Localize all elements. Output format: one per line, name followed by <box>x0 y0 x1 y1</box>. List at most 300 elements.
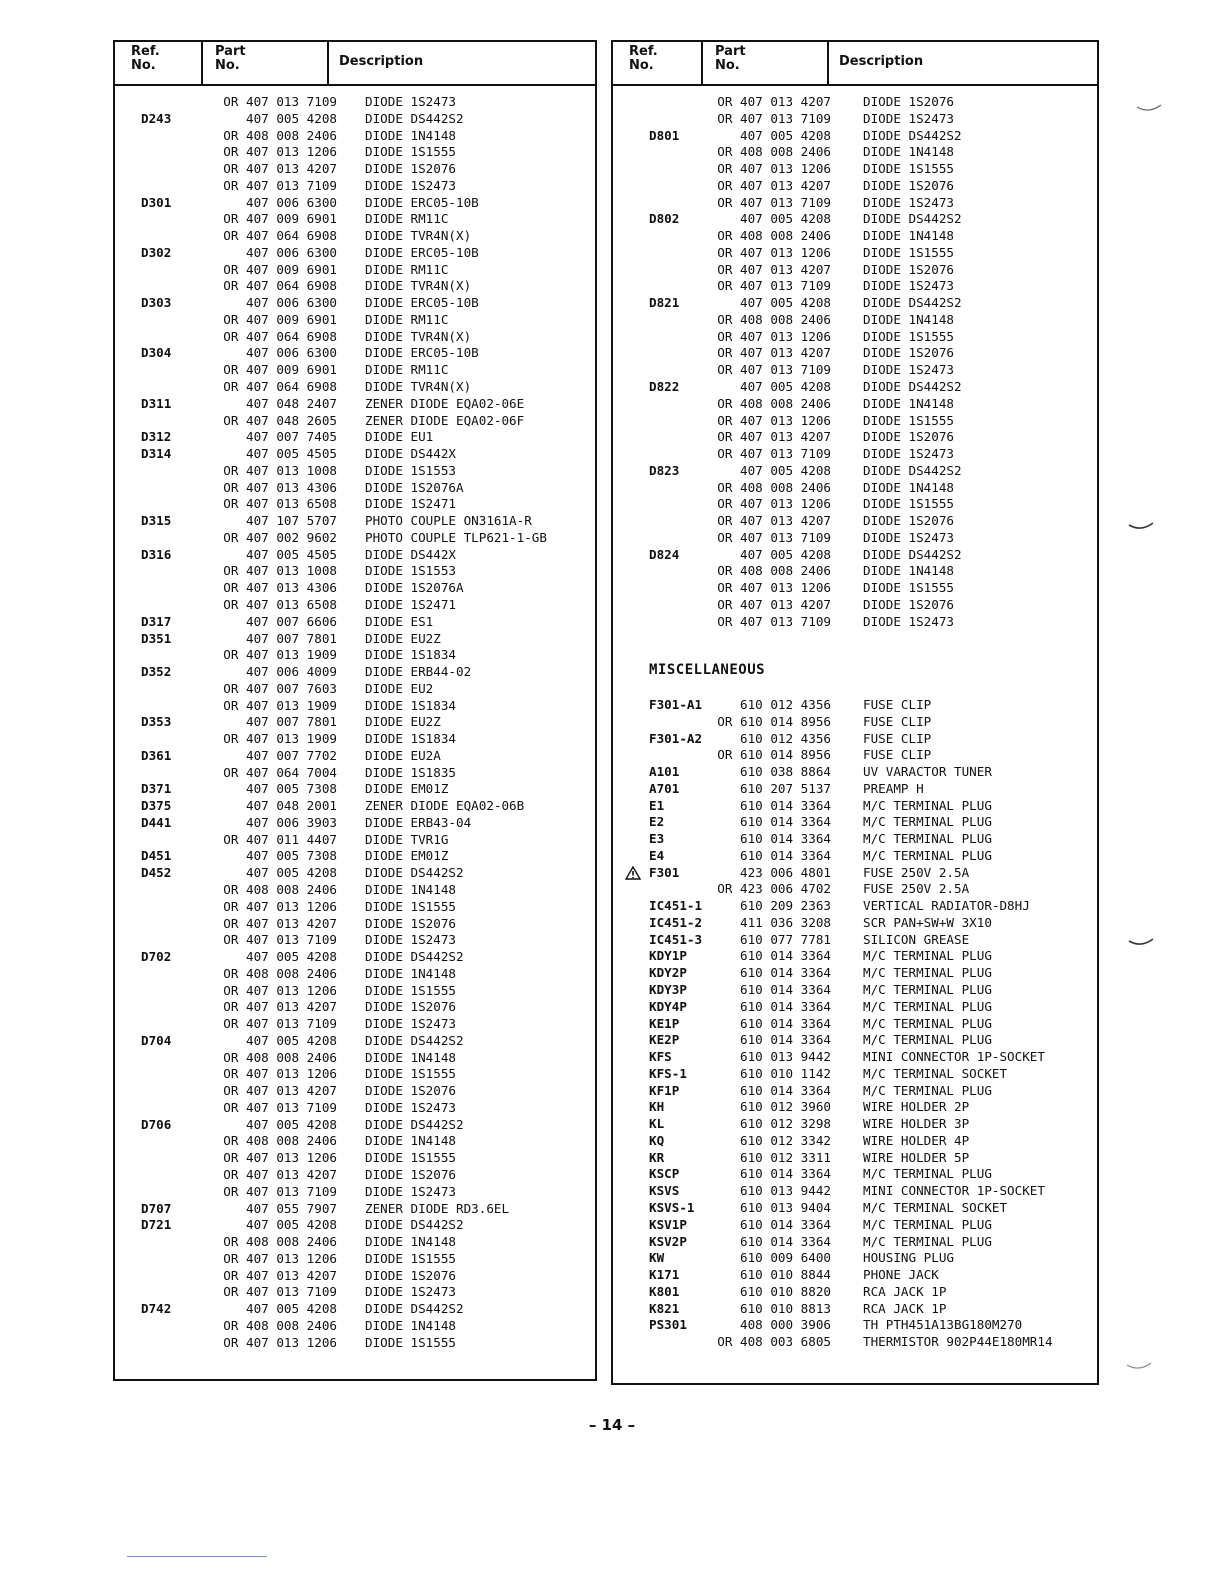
table-row <box>115 1167 595 1184</box>
description-cell: MINI CONNECTOR 1P-SOCKET <box>863 1049 1045 1065</box>
table-row <box>613 814 1097 831</box>
part-no-cell: OR 407 013 7109 <box>717 446 831 462</box>
table-row <box>115 1083 595 1100</box>
table-row <box>613 1066 1097 1083</box>
table-row <box>115 111 595 128</box>
ref-no-cell: KW <box>649 1250 665 1266</box>
description-cell: M/C TERMINAL PLUG <box>863 965 992 981</box>
ref-no-cell: KDY2P <box>649 965 687 981</box>
ref-no-cell: KSCP <box>649 1166 680 1182</box>
ref-no-cell: D742 <box>141 1301 172 1317</box>
description-cell: DIODE 1S1834 <box>365 647 456 663</box>
description-cell: DIODE DS442S2 <box>365 1217 464 1233</box>
description-cell: DIODE TVR1G <box>365 831 449 847</box>
part-no-cell: 610 014 3364 <box>740 1015 831 1031</box>
description-cell: DIODE 1N4148 <box>365 127 456 143</box>
table-row <box>115 396 595 413</box>
table-row <box>115 1217 595 1234</box>
description-cell: DIODE 1S1834 <box>365 697 456 713</box>
part-no-cell: OR 408 008 2406 <box>717 395 831 411</box>
table-row <box>115 882 595 899</box>
part-no-cell: 610 012 3311 <box>740 1149 831 1165</box>
description-cell: PHONE JACK <box>863 1267 939 1283</box>
table-row <box>613 898 1097 915</box>
description-cell: DIODE 1N4148 <box>863 563 954 579</box>
table-header <box>115 42 595 86</box>
misc-table-body <box>613 697 1097 1351</box>
table-row <box>613 94 1097 111</box>
ref-no-cell: KH <box>649 1099 665 1115</box>
description-cell: DIODE DS442S2 <box>863 546 962 562</box>
part-no-cell: OR 407 064 6908 <box>223 278 337 294</box>
scan-margin-mark <box>1128 522 1154 532</box>
table-row <box>115 128 595 145</box>
part-no-cell: 407 007 7801 <box>246 630 337 646</box>
description-cell: DIODE 1S2076 <box>365 999 456 1015</box>
description-cell: DIODE 1S2471 <box>365 596 456 612</box>
part-no-cell: 610 014 3364 <box>740 948 831 964</box>
ref-no-cell: F301-A1 <box>649 697 703 712</box>
part-no-cell: OR 407 013 1206 <box>717 580 831 596</box>
description-cell: DIODE 1S1834 <box>365 731 456 747</box>
description-cell: DIODE 1S2076 <box>863 596 954 612</box>
table-row <box>115 429 595 446</box>
ref-no-cell: K801 <box>649 1283 680 1299</box>
description-cell: DIODE DS442S2 <box>863 295 962 311</box>
part-no-cell: 407 048 2407 <box>246 395 337 411</box>
table-row <box>613 563 1097 580</box>
description-cell: DIODE 1N4148 <box>365 1049 456 1065</box>
table-row <box>115 848 595 865</box>
table-row <box>613 1267 1097 1284</box>
part-no-cell: 610 207 5137 <box>740 780 831 796</box>
table-row <box>115 597 595 614</box>
part-no-cell: 407 005 4208 <box>246 1032 337 1048</box>
description-cell: M/C TERMINAL PLUG <box>863 1082 992 1098</box>
description-cell: TH PTH451A13BG180M270 <box>863 1317 1023 1333</box>
part-no-cell: 610 014 3364 <box>740 998 831 1014</box>
table-row <box>613 1250 1097 1267</box>
part-no-cell: OR 407 013 7109 <box>717 194 831 210</box>
ref-no-cell: KDY1P <box>649 948 687 964</box>
ref-no-cell: E3 <box>649 831 665 847</box>
part-no-cell: 610 010 8820 <box>740 1283 831 1299</box>
part-no-cell: 423 006 4801 <box>740 864 831 880</box>
table-row <box>613 345 1097 362</box>
description-cell: DIODE 1S2473 <box>365 94 456 109</box>
part-no-cell: OR 407 013 1206 <box>717 496 831 512</box>
description-cell: DIODE EU2 <box>365 680 434 696</box>
description-cell: DIODE DS442S2 <box>365 949 464 965</box>
part-no-cell: 407 007 7801 <box>246 714 337 730</box>
part-no-cell: 610 014 3364 <box>740 1233 831 1249</box>
part-no-cell: OR 407 013 7109 <box>223 177 337 193</box>
part-no-cell: 407 005 4208 <box>246 110 337 126</box>
part-no-cell: 610 010 8844 <box>740 1267 831 1283</box>
table-row <box>115 446 595 463</box>
part-no-cell: OR 407 002 9602 <box>223 529 337 545</box>
table-row <box>115 195 595 212</box>
table-row <box>613 413 1097 430</box>
table-row <box>115 278 595 295</box>
table-row <box>613 1150 1097 1167</box>
table-row <box>613 463 1097 480</box>
part-no-cell: 610 010 1142 <box>740 1065 831 1081</box>
table-row <box>613 1334 1097 1351</box>
description-cell: MINI CONNECTOR 1P-SOCKET <box>863 1183 1045 1199</box>
header-description: Description <box>839 54 924 69</box>
description-cell: M/C TERMINAL PLUG <box>863 1216 992 1232</box>
part-no-cell: OR 407 013 7109 <box>717 529 831 545</box>
description-cell: RCA JACK 1P <box>863 1300 947 1316</box>
ref-no-cell: KE1P <box>649 1015 680 1031</box>
ref-no-cell: D302 <box>141 244 172 260</box>
table-row <box>115 1117 595 1134</box>
description-cell: DIODE RM11C <box>365 362 449 378</box>
ref-no-cell: PS301 <box>649 1317 687 1333</box>
table-row <box>613 262 1097 279</box>
table-row <box>115 1301 595 1318</box>
table-row <box>613 1166 1097 1183</box>
table-row <box>613 1317 1097 1334</box>
table-row <box>613 1301 1097 1318</box>
description-cell: RCA JACK 1P <box>863 1283 947 1299</box>
part-no-cell: 407 005 7308 <box>246 848 337 864</box>
table-row <box>613 1099 1097 1116</box>
description-cell: M/C TERMINAL PLUG <box>863 948 992 964</box>
scan-margin-mark <box>1126 1362 1152 1372</box>
part-no-cell: 407 006 6300 <box>246 194 337 210</box>
description-cell: DIODE 1S1555 <box>365 1150 456 1166</box>
table-row <box>115 865 595 882</box>
table-row <box>115 547 595 564</box>
ref-no-cell: D351 <box>141 630 172 646</box>
part-no-cell: OR 407 009 6901 <box>223 311 337 327</box>
table-row <box>115 681 595 698</box>
part-no-cell: OR 407 013 4207 <box>717 261 831 277</box>
description-cell: DIODE 1S2076A <box>365 580 464 596</box>
part-no-cell: 610 014 3364 <box>740 1216 831 1232</box>
part-no-cell: OR 407 013 1206 <box>223 982 337 998</box>
part-no-cell: OR 407 013 1206 <box>717 244 831 260</box>
table-row <box>115 781 595 798</box>
description-cell: DIODE 1S2076 <box>863 177 954 193</box>
description-cell: DIODE 1S2076 <box>365 161 456 177</box>
part-no-cell: 407 006 6300 <box>246 345 337 361</box>
description-cell: DIODE 1S2076 <box>365 1083 456 1099</box>
table-row <box>115 262 595 279</box>
description-cell: DIODE ERC05-10B <box>365 295 479 311</box>
description-cell: M/C TERMINAL PLUG <box>863 831 992 847</box>
part-no-cell: OR 408 008 2406 <box>223 1317 337 1333</box>
description-cell: M/C TERMINAL PLUG <box>863 998 992 1014</box>
ref-no-cell: D304 <box>141 345 172 361</box>
part-no-cell: OR 407 013 1909 <box>223 731 337 747</box>
description-cell: WIRE HOLDER 5P <box>863 1149 970 1165</box>
table-row <box>613 312 1097 329</box>
part-no-cell: OR 407 013 1909 <box>223 697 337 713</box>
part-no-cell: OR 407 013 6508 <box>223 496 337 512</box>
table-row <box>115 647 595 664</box>
table-row <box>613 597 1097 614</box>
description-cell: DIODE 1S2473 <box>863 446 954 462</box>
ref-no-cell: D721 <box>141 1217 172 1233</box>
table-row <box>613 881 1097 898</box>
description-cell: DIODE EU2Z <box>365 714 441 730</box>
description-cell: DIODE 1S2473 <box>863 278 954 294</box>
ref-no-cell: D824 <box>649 546 680 562</box>
table-row <box>115 1268 595 1285</box>
table-row <box>115 1284 595 1301</box>
part-no-cell: OR 407 013 6508 <box>223 596 337 612</box>
table-row <box>613 1049 1097 1066</box>
parts-table-left <box>113 40 597 1381</box>
table-row <box>613 982 1097 999</box>
table-row <box>613 429 1097 446</box>
ref-no-cell: IC451-3 <box>649 931 703 947</box>
table-row <box>613 865 1097 882</box>
table-row <box>613 111 1097 128</box>
description-cell: DIODE 1S1555 <box>365 1334 456 1350</box>
table-row <box>115 731 595 748</box>
ref-no-cell: K821 <box>649 1300 680 1316</box>
part-no-cell: OR 407 013 1206 <box>223 898 337 914</box>
part-no-cell: OR 407 013 4207 <box>223 161 337 177</box>
ref-no-cell: D243 <box>141 110 172 126</box>
description-cell: DIODE 1N4148 <box>365 1133 456 1149</box>
part-no-cell: OR 407 013 7109 <box>223 1099 337 1115</box>
header-description: Description <box>339 54 424 69</box>
part-no-cell: 407 005 4208 <box>740 211 831 227</box>
description-cell: DIODE 1S1555 <box>863 328 954 344</box>
ref-no-cell: K171 <box>649 1267 680 1283</box>
description-cell: DIODE 1N4148 <box>365 1317 456 1333</box>
description-cell: DIODE EU1 <box>365 429 434 445</box>
ref-no-cell: KSVS <box>649 1183 680 1199</box>
description-cell: DIODE 1S2473 <box>365 1183 456 1199</box>
description-cell: DIODE DS442S2 <box>863 211 962 227</box>
description-cell: SCR PAN+SW+W 3X10 <box>863 914 992 930</box>
part-no-cell: OR 407 013 1206 <box>717 161 831 177</box>
table-row <box>115 999 595 1016</box>
ref-no-cell: D371 <box>141 781 172 797</box>
part-no-cell: 407 005 4208 <box>740 546 831 562</box>
description-cell: FUSE 250V 2.5A <box>863 881 970 897</box>
ref-no-cell: D706 <box>141 1116 172 1132</box>
part-no-cell: 610 010 8813 <box>740 1300 831 1316</box>
description-cell: DIODE TVR4N(X) <box>365 228 472 244</box>
description-cell: FUSE CLIP <box>863 747 932 763</box>
description-cell: DIODE 1S2076 <box>863 429 954 445</box>
description-cell: DIODE DS442S2 <box>365 110 464 126</box>
section-title-miscellaneous: MISCELLANEOUS <box>649 662 766 678</box>
table-row <box>115 295 595 312</box>
part-no-cell: 610 013 9442 <box>740 1049 831 1065</box>
table-row <box>115 530 595 547</box>
part-no-cell: OR 407 013 4207 <box>717 596 831 612</box>
description-cell: DIODE ERB44-02 <box>365 664 472 680</box>
description-cell: DIODE 1N4148 <box>863 144 954 160</box>
table-row <box>115 1033 595 1050</box>
part-no-cell: OR 407 007 7603 <box>223 680 337 696</box>
table-row <box>613 245 1097 262</box>
description-cell: UV VARACTOR TUNER <box>863 764 992 780</box>
part-no-cell: OR 407 013 4306 <box>223 580 337 596</box>
ref-no-cell: KFS <box>649 1049 672 1065</box>
table-body <box>115 94 595 1351</box>
table-row <box>613 948 1097 965</box>
ref-no-cell: A101 <box>649 764 680 780</box>
ref-no-cell: D315 <box>141 513 172 529</box>
part-no-cell: OR 407 013 1008 <box>223 563 337 579</box>
table-row <box>613 329 1097 346</box>
ref-no-cell: KDY4P <box>649 998 687 1014</box>
part-no-cell: OR 407 013 4207 <box>223 999 337 1015</box>
table-row <box>613 547 1097 564</box>
description-cell: DIODE DS442S2 <box>365 1032 464 1048</box>
part-no-cell: 407 005 4208 <box>740 295 831 311</box>
part-no-cell: 407 007 7405 <box>246 429 337 445</box>
part-no-cell: OR 407 009 6901 <box>223 362 337 378</box>
ref-no-cell: D353 <box>141 714 172 730</box>
description-cell: DIODE ERC05-10B <box>365 244 479 260</box>
part-no-cell: OR 423 006 4702 <box>717 881 831 897</box>
table-row <box>613 614 1097 631</box>
part-no-cell: OR 407 013 7109 <box>223 94 337 109</box>
part-no-cell: 407 005 4208 <box>246 1301 337 1317</box>
ref-no-cell: F301-A2 <box>649 730 703 746</box>
ref-no-cell: D704 <box>141 1032 172 1048</box>
description-cell: DIODE 1S2076 <box>365 915 456 931</box>
header-part-no: Part No. <box>203 42 329 84</box>
part-no-cell: 407 005 4505 <box>246 546 337 562</box>
table-row <box>613 379 1097 396</box>
table-row <box>115 329 595 346</box>
divider <box>127 1556 267 1557</box>
description-cell: DIODE 1S2473 <box>863 194 954 210</box>
table-row <box>613 965 1097 982</box>
description-cell: M/C TERMINAL SOCKET <box>863 1065 1008 1081</box>
part-no-cell: 610 014 3364 <box>740 982 831 998</box>
ref-no-cell: D707 <box>141 1200 172 1216</box>
description-cell: THERMISTOR 902P44E180MR14 <box>863 1334 1053 1350</box>
part-no-cell: 610 014 3364 <box>740 797 831 813</box>
description-cell: DIODE 1S1555 <box>365 982 456 998</box>
ref-no-cell: D821 <box>649 295 680 311</box>
table-row <box>613 513 1097 530</box>
part-no-cell: 610 014 3364 <box>740 1166 831 1182</box>
description-cell: DIODE 1N4148 <box>863 311 954 327</box>
part-no-cell: 411 036 3208 <box>740 914 831 930</box>
part-no-cell: OR 407 013 4207 <box>717 345 831 361</box>
description-cell: DIODE RM11C <box>365 211 449 227</box>
part-no-cell: OR 407 013 7109 <box>223 1284 337 1300</box>
table-row <box>115 245 595 262</box>
table-row <box>613 848 1097 865</box>
ref-no-cell: D802 <box>649 211 680 227</box>
part-no-cell: 610 014 3364 <box>740 1082 831 1098</box>
ref-no-cell: A701 <box>649 780 680 796</box>
part-no-cell: OR 407 013 4207 <box>717 429 831 445</box>
table-row <box>613 396 1097 413</box>
description-cell: DIODE 1S1555 <box>365 898 456 914</box>
table-row <box>115 698 595 715</box>
description-cell: DIODE 1S1555 <box>863 244 954 260</box>
table-row <box>115 932 595 949</box>
description-cell: DIODE 1S1553 <box>365 462 456 478</box>
ref-no-cell: D301 <box>141 194 172 210</box>
description-cell: DIODE RM11C <box>365 261 449 277</box>
description-cell: DIODE 1S1555 <box>863 412 954 428</box>
table-row <box>115 664 595 681</box>
table-row <box>115 1234 595 1251</box>
page-number: – 14 – <box>588 1416 636 1434</box>
part-no-cell: 407 006 3903 <box>246 814 337 830</box>
part-no-cell: OR 610 014 8956 <box>717 713 831 729</box>
table-row <box>115 714 595 731</box>
part-no-cell: 407 007 6606 <box>246 613 337 629</box>
table-row <box>613 831 1097 848</box>
ref-no-cell: D801 <box>649 127 680 143</box>
description-cell: M/C TERMINAL PLUG <box>863 982 992 998</box>
description-cell: SILICON GREASE <box>863 931 970 947</box>
table-row <box>115 580 595 597</box>
description-cell: DIODE TVR4N(X) <box>365 278 472 294</box>
table-row <box>115 362 595 379</box>
table-row <box>613 1183 1097 1200</box>
table-row <box>613 714 1097 731</box>
scan-margin-mark <box>1128 938 1154 948</box>
part-no-cell: 610 014 3364 <box>740 1032 831 1048</box>
table-row <box>115 1016 595 1033</box>
description-cell: WIRE HOLDER 3P <box>863 1116 970 1132</box>
description-cell: DIODE DS442S2 <box>365 1301 464 1317</box>
description-cell: ZENER DIODE EQA02-06B <box>365 798 525 814</box>
description-cell: HOUSING PLUG <box>863 1250 954 1266</box>
ref-no-cell: D311 <box>141 395 172 411</box>
table-row <box>115 379 595 396</box>
table-row <box>115 1050 595 1067</box>
description-cell: ZENER DIODE EQA02-06F <box>365 412 525 428</box>
part-no-cell: OR 407 064 6908 <box>223 228 337 244</box>
description-cell: DIODE EM01Z <box>365 781 449 797</box>
table-row <box>115 983 595 1000</box>
part-no-cell: 610 014 3364 <box>740 847 831 863</box>
ref-no-cell: IC451-1 <box>649 898 703 914</box>
description-cell: DIODE RM11C <box>365 311 449 327</box>
ref-no-cell: KDY3P <box>649 982 687 998</box>
part-no-cell: OR 610 014 8956 <box>717 747 831 763</box>
table-row <box>115 496 595 513</box>
part-no-cell: OR 407 009 6901 <box>223 261 337 277</box>
part-no-cell: OR 407 064 6908 <box>223 379 337 395</box>
description-cell: DIODE EU2A <box>365 747 441 763</box>
description-cell: DIODE 1S1555 <box>863 580 954 596</box>
ref-no-cell: KL <box>649 1116 665 1132</box>
parts-table-right <box>611 40 1099 1385</box>
header-ref-no: Ref. No. <box>613 42 703 84</box>
description-cell: M/C TERMINAL PLUG <box>863 847 992 863</box>
part-no-cell: OR 408 008 2406 <box>717 311 831 327</box>
description-cell: M/C TERMINAL PLUG <box>863 1166 992 1182</box>
ref-no-cell: KF1P <box>649 1082 680 1098</box>
table-row <box>613 362 1097 379</box>
description-cell: M/C TERMINAL SOCKET <box>863 1199 1008 1215</box>
description-cell: M/C TERMINAL PLUG <box>863 1233 992 1249</box>
part-no-cell: 407 006 6300 <box>246 244 337 260</box>
description-cell: DIODE ES1 <box>365 613 434 629</box>
description-cell: VERTICAL RADIATOR-D8HJ <box>863 898 1030 914</box>
